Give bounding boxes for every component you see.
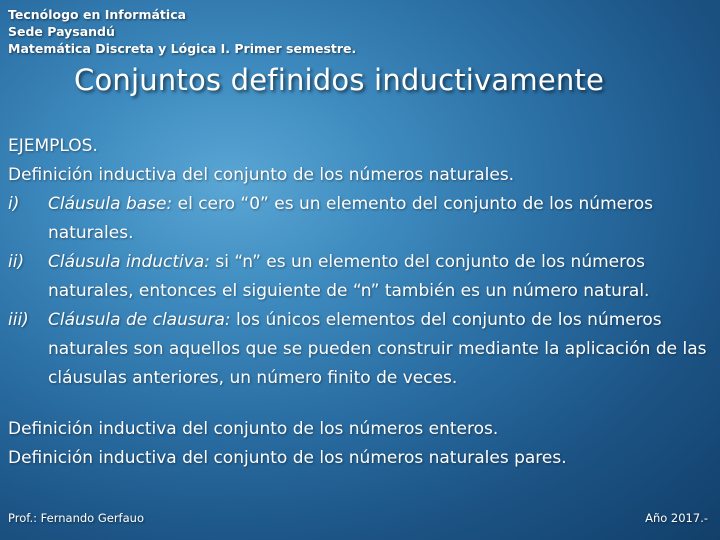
- institution-name: Tecnólogo en Informática: [8, 7, 187, 22]
- clause-label: Cláusula de clausura:: [48, 310, 231, 330]
- clause-label: Cláusula base:: [48, 194, 173, 214]
- clause-text: si “n” es un elemento del conjunto de los números naturales, entonces el siguiente de “n” también es un número natural.: [48, 252, 650, 301]
- clause-inductive: [8, 248, 714, 306]
- examples-heading: EJEMPLOS.: [8, 136, 98, 156]
- slide-title: Conjuntos definidos inductivamente: [74, 63, 605, 97]
- clause-label: Cláusula inductiva:: [48, 252, 210, 272]
- year-label: Año 2017.-: [645, 511, 708, 525]
- campus-name: Sede Paysandú: [8, 24, 115, 39]
- integers-definition: Definición inductiva del conjunto de los números enteros.: [8, 419, 499, 439]
- clause-base: [8, 190, 714, 248]
- clause-content: [48, 248, 714, 306]
- clause-number: i): [8, 194, 20, 214]
- course-name: Matemática Discreta y Lógica I. Primer semestre.: [8, 41, 357, 56]
- clause-number: ii): [8, 252, 25, 272]
- clause-content: [48, 190, 714, 248]
- naturals-definition: Definición inductiva del conjunto de los números naturales.: [8, 165, 515, 185]
- clause-number: iii): [8, 310, 29, 330]
- author-credit: Prof.: Fernando Gerfauo: [8, 511, 144, 525]
- clause-content: [48, 306, 714, 393]
- spacer: [8, 393, 714, 415]
- even-naturals-definition: Definición inductiva del conjunto de los números naturales pares.: [8, 448, 567, 468]
- course-header: [8, 6, 356, 57]
- clause-text: el cero “0” es un elemento del conjunto de los números naturales.: [48, 194, 653, 243]
- slide-body: [8, 132, 714, 473]
- clause-text: los únicos elementos del conjunto de los números naturales son aquellos que se pueden construir mediante la aplicación de las cláusulas anteriores, un número finito de veces.: [48, 310, 707, 388]
- clause-closure: [8, 306, 714, 393]
